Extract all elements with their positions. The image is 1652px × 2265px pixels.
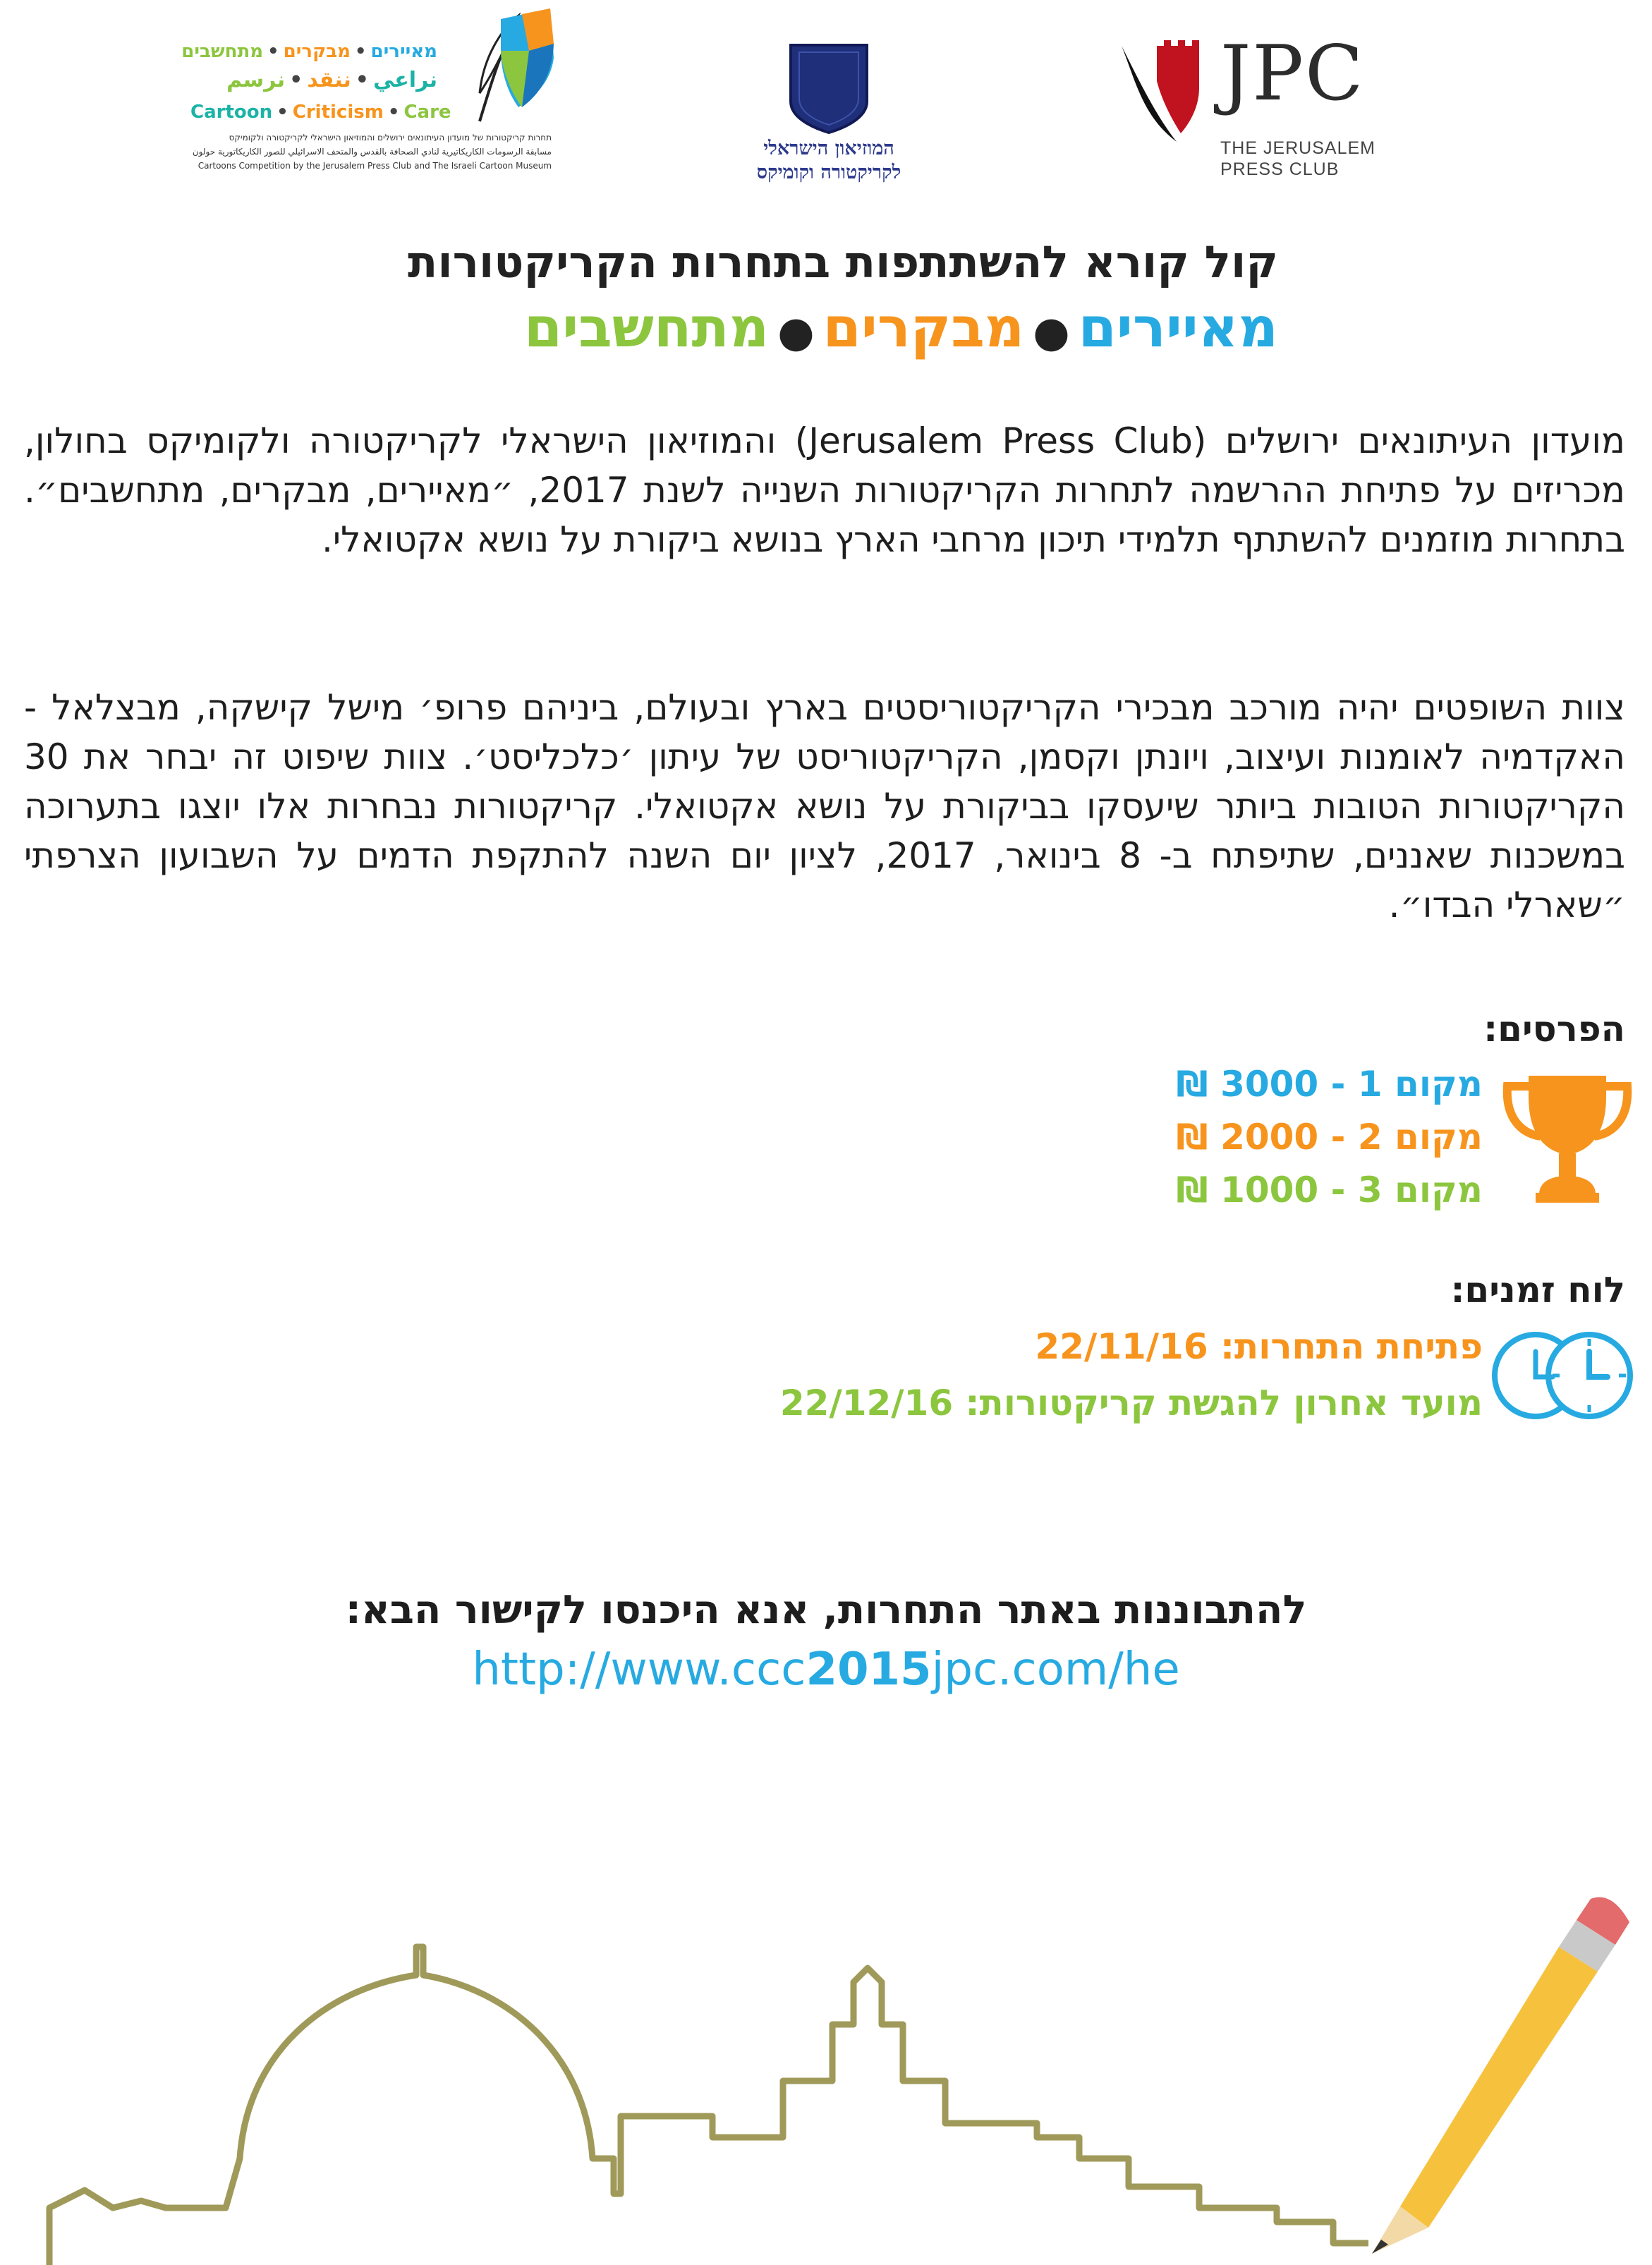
website-heading: להתבוננות באתר התחרות, אנא היכנסו לקישור הבא: xyxy=(345,1587,1307,1633)
prize-third: מקום 3 - 1000 ₪ xyxy=(1176,1170,1483,1210)
prize-second: מקום 2 - 2000 ₪ xyxy=(1176,1117,1483,1158)
intro-paragraph: מועדון העיתונאים ירושלים (Jerusalem Press Club) והמוזיאון הישראלי לקריקטורה ולקומיקס בחולון, מכריזים על פתיחת ההרשמה לתחרות הקריקטורות השנייה לשנת 2017, ״מאיירים, מבקרים, מתחשבים״. בתחרות מוזמנים להשתתף תלמידי תיכון מרחבי הארץ בנושא ביקורת על נושא אקטואלי. xyxy=(24,420,1625,560)
ccc-word: نرسم xyxy=(226,68,286,92)
ccc-caption-english: Cartoons Competition by the Jerusalem Press Club and The Israeli Cartoon Museum xyxy=(198,161,552,171)
ccc-caption-hebrew: תחרות קריקטורות של מועדון העיתונאים ירושלים והמוזיאון הישראלי לקריקטורה ולקומיקס xyxy=(229,133,552,142)
jerusalem-skyline xyxy=(0,1869,1652,2265)
website-link[interactable] xyxy=(0,1644,1652,1696)
ccc-caption-arabic: مسابقة الرسومات الكاريكاتيرية لنادي الصحافة بالقدس والمتحف الاسرائيلي للصور الكاريكاتورية حولون xyxy=(192,147,552,157)
schedule-deadline: מועד אחרון להגשת קריקטורות: 22/12/16 xyxy=(779,1383,1483,1423)
jpc-subtitle-line1: THE JERUSALEM xyxy=(1220,138,1375,158)
schedule-opening: פתיחת התחרות: 22/11/16 xyxy=(1035,1326,1483,1367)
museum-logo xyxy=(744,42,913,198)
subtitle-word-illustrators: מאיירים xyxy=(1078,296,1278,360)
museum-name-line2: לקריקטורה וקומיקס xyxy=(756,162,901,183)
ccc-word: ننقد xyxy=(307,68,351,92)
subtitle-word-considerate: מתחשבים xyxy=(523,296,770,360)
schedule-heading: לוח זמנים: xyxy=(1450,1270,1625,1311)
prizes-heading: הפרסים: xyxy=(1483,1009,1625,1050)
jpc-subtitle-line2: PRESS CLUB xyxy=(1220,159,1340,179)
jpc-logo xyxy=(1115,30,1383,183)
judges-paragraph: צוות השופטים יהיה מורכב מבכירי הקריקטוריסטים בארץ ובעולם, ביניהם פרופ׳ מישל קישקה, מבצלאל - האקדמיה לאומנות ועיצוב, ויונתן וקסמן, הקריקטוריסט של עיתון ׳כלכליסט׳. צוות שיפוט זה יבחר את 30 הקריקטורות הטובות ביותר שיעסקו בביקורת על נושא אקטואלי. קריקטורות נבחרות אלו יוצגו בתערוכה במשכנות שאננים, שתיפתח ב- 8 בינואר, 2017, לציון יום השנה להתקפת הדמים על השבועון הצרפתי ״שארלי הבדו״. xyxy=(24,687,1625,925)
clock-icon xyxy=(1485,1326,1640,1425)
ccc-word: Care xyxy=(403,102,451,123)
pencil-icon xyxy=(1372,1897,1629,2254)
jpc-mark: JPC xyxy=(1220,30,1365,118)
trophy-icon xyxy=(1497,1069,1638,1210)
prize-first: מקום 1 - 3000 ₪ xyxy=(1176,1064,1483,1105)
ccc-logo: מאיירים•מבקרים•מתחשבים نراعي•ننقد•نرسم Cartoon • Criticism • Care תחרות קריקטורות של מועדון העיתונאים ירושלים והמוזיאון הישראלי לקריקטורה ולקומיקס مسابقة الرسومات الكاريكاتيرية لنادي الصحافة بالقدس والمتحف الاسرائيلي للصور الكاريكاتورية حولون Cartoons Competition by the Jerusalem Press Club and The Israeli Cartoon Museum xyxy=(190,0,557,183)
subtitle: מאיירים●מבקרים●מתחשבים xyxy=(523,296,1278,360)
ccc-word: نراعي xyxy=(372,68,437,92)
ccc-word: מאיירים xyxy=(370,41,437,62)
feather-icon xyxy=(451,1,557,128)
ccc-word: מבקרים xyxy=(283,41,351,62)
ccc-word: Cartoon xyxy=(190,102,273,123)
shield-icon xyxy=(786,42,871,134)
website-link-bold[interactable]: 2015 xyxy=(806,1644,932,1696)
museum-name-line1: המוזיאון הישראלי xyxy=(763,138,894,159)
website-link-part[interactable]: jpc.com/he xyxy=(931,1644,1180,1696)
ccc-word: מתחשבים xyxy=(181,41,264,62)
website-link-part[interactable]: http://www.ccc xyxy=(472,1644,806,1696)
ccc-word: Criticism xyxy=(292,102,384,123)
jpc-tower-icon xyxy=(1115,39,1213,145)
subtitle-word-critics: מבקרים xyxy=(822,296,1025,360)
page-title: קול קורא להשתתפות בתחרות הקריקטורות xyxy=(408,236,1278,288)
